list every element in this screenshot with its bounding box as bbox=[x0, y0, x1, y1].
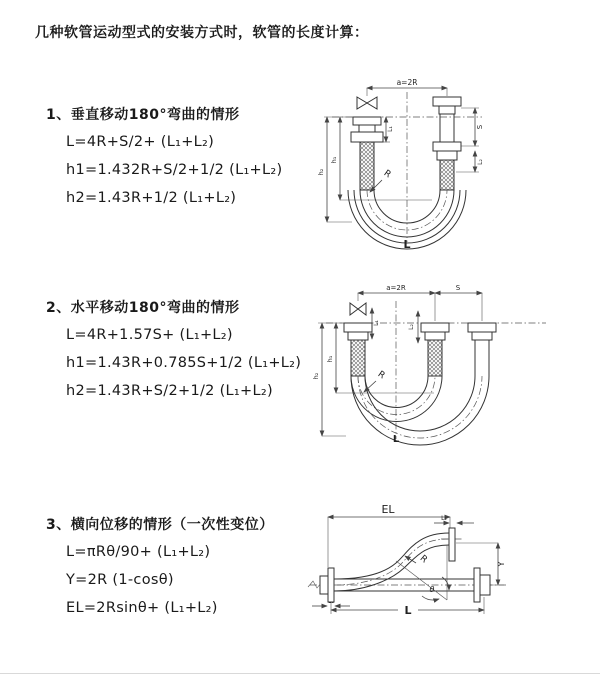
page-title: 几种软管运动型式的安装方式时，软管的长度计算： bbox=[35, 25, 369, 41]
length-label: L bbox=[403, 238, 411, 251]
dim-h2-label: h₂ bbox=[317, 168, 325, 176]
formula-el: EL=2Rsinθ+ (L₁+L₂) bbox=[66, 600, 218, 616]
dim-s-label: S bbox=[476, 124, 484, 130]
section-3-heading: 3、横向位移的情形（一次性变位） bbox=[46, 517, 274, 533]
dimension-lines bbox=[312, 284, 482, 436]
length-label: L bbox=[392, 434, 400, 445]
valve-symbol bbox=[350, 303, 366, 315]
angle-construction bbox=[396, 545, 449, 600]
dim-span-label: a=2R bbox=[396, 78, 418, 87]
left-pipe-fitting bbox=[351, 117, 383, 190]
left-pipe-fitting bbox=[344, 323, 372, 376]
radius-leader bbox=[364, 369, 387, 392]
centerlines bbox=[332, 92, 482, 242]
dim-length-label: L bbox=[404, 604, 412, 617]
dim-span-label: a=2R bbox=[386, 284, 406, 292]
valve-symbol bbox=[357, 97, 377, 109]
section-2-heading: 2、水平移动180°弯曲的情形 bbox=[46, 300, 240, 316]
left-flange bbox=[320, 568, 334, 602]
diagram-lateral-displacement bbox=[298, 493, 598, 665]
dim-h1-label: h₁ bbox=[330, 156, 338, 164]
dim-h2-label: h₂ bbox=[312, 372, 320, 380]
dim-l2-label: L₂ bbox=[441, 515, 447, 522]
formula-l: L=πRθ/90+ (L₁+L₂) bbox=[66, 544, 211, 560]
dim-y-label: Y bbox=[497, 561, 506, 567]
formula-h1: h1=1.43R+0.785S+1/2 (L₁+L₂) bbox=[66, 355, 302, 371]
section-1-heading: 1、垂直移动180°弯曲的情形 bbox=[46, 107, 240, 123]
dim-el-label: EL bbox=[381, 503, 395, 516]
section-horizontal-movement bbox=[46, 297, 331, 411]
formula-h2: h2=1.43R+1/2 (L₁+L₂) bbox=[66, 190, 237, 206]
formula-l: L=4R+1.57S+ (L₁+L₂) bbox=[66, 327, 233, 343]
formula-h1: h1=1.432R+S/2+1/2 (L₁+L₂) bbox=[66, 162, 283, 178]
s-curve-hose bbox=[334, 533, 449, 591]
middle-pipe-fitting bbox=[421, 323, 449, 376]
formula-h2: h2=1.43R+S/2+1/2 (L₁+L₂) bbox=[66, 383, 273, 399]
radius-label: R bbox=[381, 168, 393, 181]
formula-l: L=4R+S/2+ (L₁+L₂) bbox=[66, 134, 215, 150]
theta-label: θ bbox=[429, 585, 435, 594]
section-vertical-movement bbox=[46, 104, 331, 218]
right-pipe-fitting bbox=[468, 323, 496, 376]
dim-l1-label: L₁ bbox=[373, 320, 380, 326]
radius-label: R bbox=[375, 369, 387, 382]
formula-y: Y=2R (1-cosθ) bbox=[66, 572, 174, 588]
page-bottom-rule bbox=[0, 673, 600, 674]
dim-h1-label: h₁ bbox=[326, 355, 334, 363]
dim-s-label: S bbox=[455, 284, 461, 292]
diagram-horizontal-180-bend bbox=[306, 281, 600, 453]
radius-label: R bbox=[417, 553, 429, 566]
hose-arcs bbox=[351, 376, 489, 445]
dim-l1-label: L₁ bbox=[387, 126, 394, 132]
right-flange bbox=[474, 568, 490, 602]
right-pipe-fitting bbox=[433, 97, 461, 190]
upper-flange bbox=[449, 528, 455, 561]
dim-l2-label: L₂ bbox=[408, 324, 415, 330]
section-lateral-displacement bbox=[46, 514, 331, 628]
diagram-vertical-180-bend bbox=[310, 72, 525, 257]
dim-l2-label: L₂ bbox=[477, 159, 484, 165]
